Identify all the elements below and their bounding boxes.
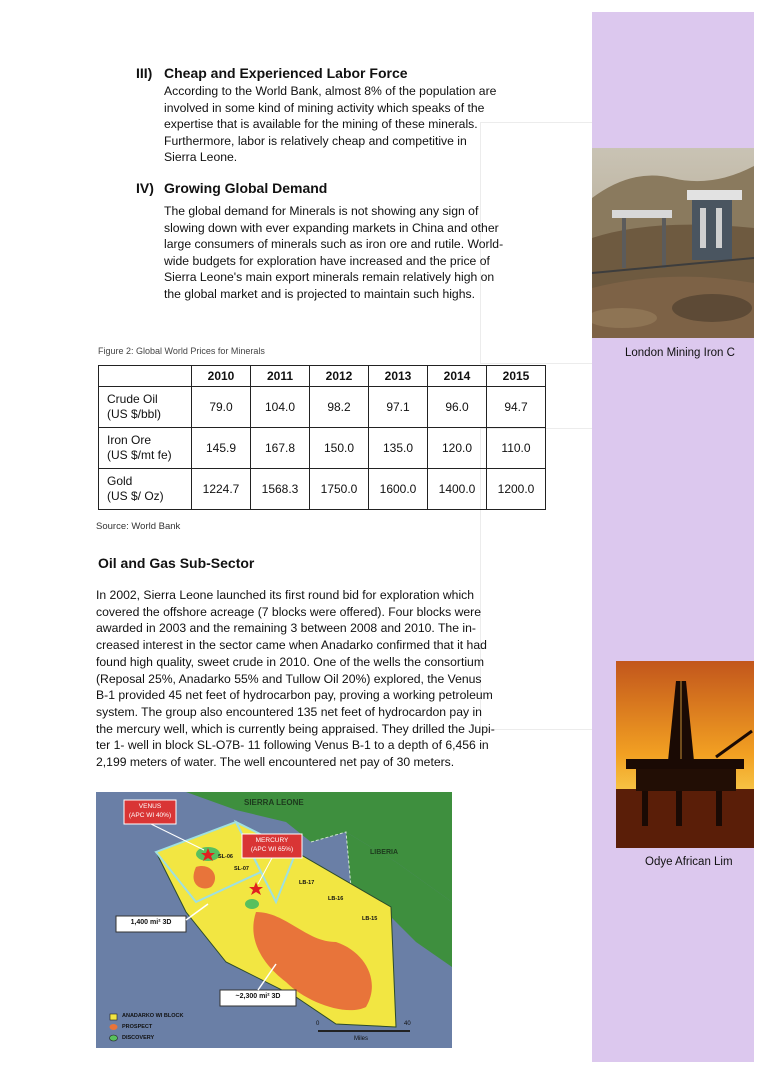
price-cell: 98.2 bbox=[310, 387, 369, 428]
figure-title: Figure 2: Global World Prices for Minerals bbox=[98, 346, 265, 356]
table-row bbox=[99, 469, 546, 510]
text-line: (Reposal 25%, Anadarko 55% and Tullow Oil 20%) explored, the Venus bbox=[96, 671, 482, 686]
price-cell: 1568.3 bbox=[251, 469, 310, 510]
text-line: found high quality, sweet crude in 2010. One of the wells the consortium bbox=[96, 654, 484, 669]
header-corner-cell bbox=[99, 366, 192, 387]
text-line: system. The group also encountered 135 net feet of hydrocardon pay in bbox=[96, 704, 482, 719]
legend-label-block: ANADARKO WI BLOCK bbox=[122, 1013, 184, 1019]
legend-prospect-swatch bbox=[110, 1024, 118, 1030]
price-cell: 94.7 bbox=[487, 387, 546, 428]
section-4-body bbox=[164, 203, 554, 303]
text-line: Furthermore, labor is relatively cheap and competitive in bbox=[164, 133, 467, 148]
text-line: awarded in 2003 and the remaining 3 between 2008 and 2010. The in- bbox=[96, 621, 476, 636]
block-label-sl07: SL-07 bbox=[234, 866, 249, 872]
price-cell: 1200.0 bbox=[487, 469, 546, 510]
mercury-label: MERCURY (APC WI 65%) bbox=[250, 837, 294, 853]
price-cell: 1750.0 bbox=[310, 469, 369, 510]
oil-gas-heading: Oil and Gas Sub-Sector bbox=[98, 555, 255, 571]
discovery-area bbox=[245, 899, 259, 909]
scale-forty: 40 bbox=[404, 1021, 411, 1027]
text-line: covered the offshore acreage (7 blocks were offered). Four blocks were bbox=[96, 604, 482, 619]
map-country-liberia: LIBERIA bbox=[370, 849, 398, 856]
legend-discovery-swatch bbox=[110, 1035, 118, 1041]
block-label-lb15: LB-15 bbox=[362, 916, 378, 922]
year-header: 2011 bbox=[251, 366, 310, 387]
text-line: large consumers of minerals such as iron ore and rutile. World- bbox=[164, 237, 504, 252]
block-label-lb16: LB-16 bbox=[328, 896, 344, 902]
row-label: Gold (US $/ Oz) bbox=[99, 469, 192, 510]
table-row bbox=[99, 428, 546, 469]
survey-2-label: ~2,300 mi² 3D bbox=[235, 993, 281, 1000]
text-line: slowing down with ever expanding markets in China and other bbox=[164, 220, 499, 235]
price-cell: 97.1 bbox=[369, 387, 428, 428]
block-label-sl06: SL-06 bbox=[218, 854, 233, 860]
mine-photo-caption: London Mining Iron C bbox=[625, 347, 735, 359]
scale-unit: Miles bbox=[354, 1036, 369, 1042]
table-source-note: Source: World Bank bbox=[96, 521, 181, 532]
text-line: the mercury well, which is currently being appraised. They drilled the Jupi- bbox=[96, 721, 495, 736]
year-header: 2014 bbox=[428, 366, 487, 387]
table-header-row bbox=[99, 366, 546, 387]
table-row bbox=[99, 387, 546, 428]
price-cell: 1400.0 bbox=[428, 469, 487, 510]
price-cell: 1600.0 bbox=[369, 469, 428, 510]
price-cell: 110.0 bbox=[487, 428, 546, 469]
legend-label-prospect: PROSPECT bbox=[122, 1024, 153, 1030]
section-4-number: IV) bbox=[136, 180, 154, 196]
mining-plant-photo bbox=[592, 148, 754, 338]
text-line: creased interest in the sector came when Anadarko confirmed that it had bbox=[96, 638, 487, 653]
scale-zero: 0 bbox=[316, 1021, 320, 1027]
text-line: In 2002, Sierra Leone launched its first round bid for exploration which bbox=[96, 588, 475, 602]
row-label: Iron Ore (US $/mt fe) bbox=[99, 428, 192, 469]
text-line: Sierra Leone's main export minerals remain relatively high on bbox=[164, 270, 495, 285]
section-4-title: Growing Global Demand bbox=[164, 180, 328, 196]
price-cell: 96.0 bbox=[428, 387, 487, 428]
year-header: 2013 bbox=[369, 366, 428, 387]
oil-rig-photo bbox=[616, 661, 754, 848]
text-line: B-1 provided 45 net feet of hydrocarbon pay, proving a working petroleum bbox=[96, 688, 493, 703]
legend-block-swatch bbox=[110, 1014, 117, 1020]
venus-label: VENUS (APC WI 40%) bbox=[128, 803, 172, 819]
price-cell: 104.0 bbox=[251, 387, 310, 428]
section-4-heading bbox=[136, 180, 327, 196]
price-cell: 167.8 bbox=[251, 428, 310, 469]
text-line: The global demand for Minerals is not showing any sign of bbox=[164, 204, 479, 218]
text-line: expertise that is available for the mining of these minerals. bbox=[164, 117, 478, 132]
section-3-title: Cheap and Experienced Labor Force bbox=[164, 65, 408, 81]
section-3-number: III) bbox=[136, 65, 153, 81]
section-3-body bbox=[164, 83, 554, 166]
text-line: ter 1- well in block SL-O7B- 11 following Venus B-1 to a depth of 6,456 in bbox=[96, 738, 489, 753]
text-line: involved in some kind of mining activity which speaks of the bbox=[164, 100, 485, 115]
text-line: 2,199 meters of water. The well encountered net pay of 30 meters. bbox=[96, 755, 455, 770]
price-cell: 150.0 bbox=[310, 428, 369, 469]
section-3-heading bbox=[136, 65, 408, 81]
rig-photo-caption: Odye African Lim bbox=[645, 856, 733, 868]
price-cell: 135.0 bbox=[369, 428, 428, 469]
text-line: Sierra Leone. bbox=[164, 150, 238, 165]
price-cell: 120.0 bbox=[428, 428, 487, 469]
offshore-blocks-map bbox=[96, 792, 452, 1048]
year-header: 2015 bbox=[487, 366, 546, 387]
mineral-prices-table bbox=[98, 365, 546, 510]
oil-gas-body bbox=[96, 587, 542, 771]
price-cell: 1224.7 bbox=[192, 469, 251, 510]
survey-1-label: 1,400 mi² 3D bbox=[130, 919, 172, 926]
year-header: 2010 bbox=[192, 366, 251, 387]
price-cell: 79.0 bbox=[192, 387, 251, 428]
row-label: Crude Oil (US $/bbl) bbox=[99, 387, 192, 428]
year-header: 2012 bbox=[310, 366, 369, 387]
legend-label-discovery: DISCOVERY bbox=[122, 1035, 155, 1041]
text-line: According to the World Bank, almost 8% of the population are bbox=[164, 84, 497, 98]
map-country-sierra-leone: SIERRA LEONE bbox=[244, 798, 304, 807]
text-line: wide budgets for exploration have increased and the price of bbox=[164, 253, 490, 268]
block-label-lb17: LB-17 bbox=[299, 880, 315, 886]
text-line: the global market and is projected to maintain such highs. bbox=[164, 286, 475, 301]
price-cell: 145.9 bbox=[192, 428, 251, 469]
